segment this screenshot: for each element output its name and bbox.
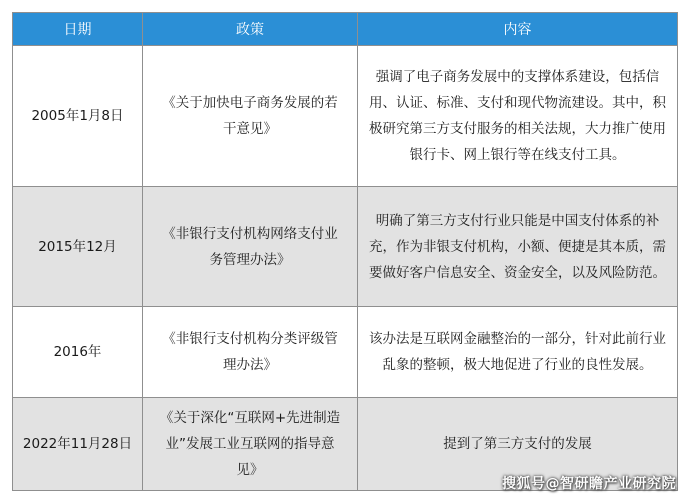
row-content: 明确了第三方支付行业只能是中国支付体系的补充，作为非银支付机构，小额、便捷是其本质，需要做好客户信息安全、资金安全，以及风险防范。 (358, 187, 678, 307)
row-date: 2016年 (13, 307, 143, 398)
row-date: 2022年11月28日 (13, 398, 143, 491)
header-date: 日期 (13, 13, 143, 46)
table-header-row (13, 13, 678, 46)
table-row (13, 187, 678, 307)
header-policy: 政策 (143, 13, 358, 46)
row-policy: 《关于加快电子商务发展的若干意见》 (143, 46, 358, 187)
header-content: 内容 (358, 13, 678, 46)
row-policy: 《关于深化“互联网+先进制造业”发展工业互联网的指导意见》 (143, 398, 358, 491)
row-date: 2015年12月 (13, 187, 143, 307)
row-policy: 《非银行支付机构网络支付业务管理办法》 (143, 187, 358, 307)
row-content: 强调了电子商务发展中的支撑体系建设，包括信用、认证、标准、支付和现代物流建设。其中，积极研究第三方支付服务的相关法规，大力推广使用银行卡、网上银行等在线支付工具。 (358, 46, 678, 187)
watermark: 搜狐号@智研瞻产业研究院 (502, 476, 676, 492)
row-content: 该办法是互联网金融整治的一部分，针对此前行业乱象的整顿，极大地促进了行业的良性发展。 (358, 307, 678, 398)
row-date: 2005年1月8日 (13, 46, 143, 187)
row-content: 提到了第三方支付的发展 (358, 398, 678, 491)
table-row (13, 46, 678, 187)
table-row (13, 307, 678, 398)
policy-table (12, 12, 678, 491)
row-policy: 《非银行支付机构分类评级管理办法》 (143, 307, 358, 398)
